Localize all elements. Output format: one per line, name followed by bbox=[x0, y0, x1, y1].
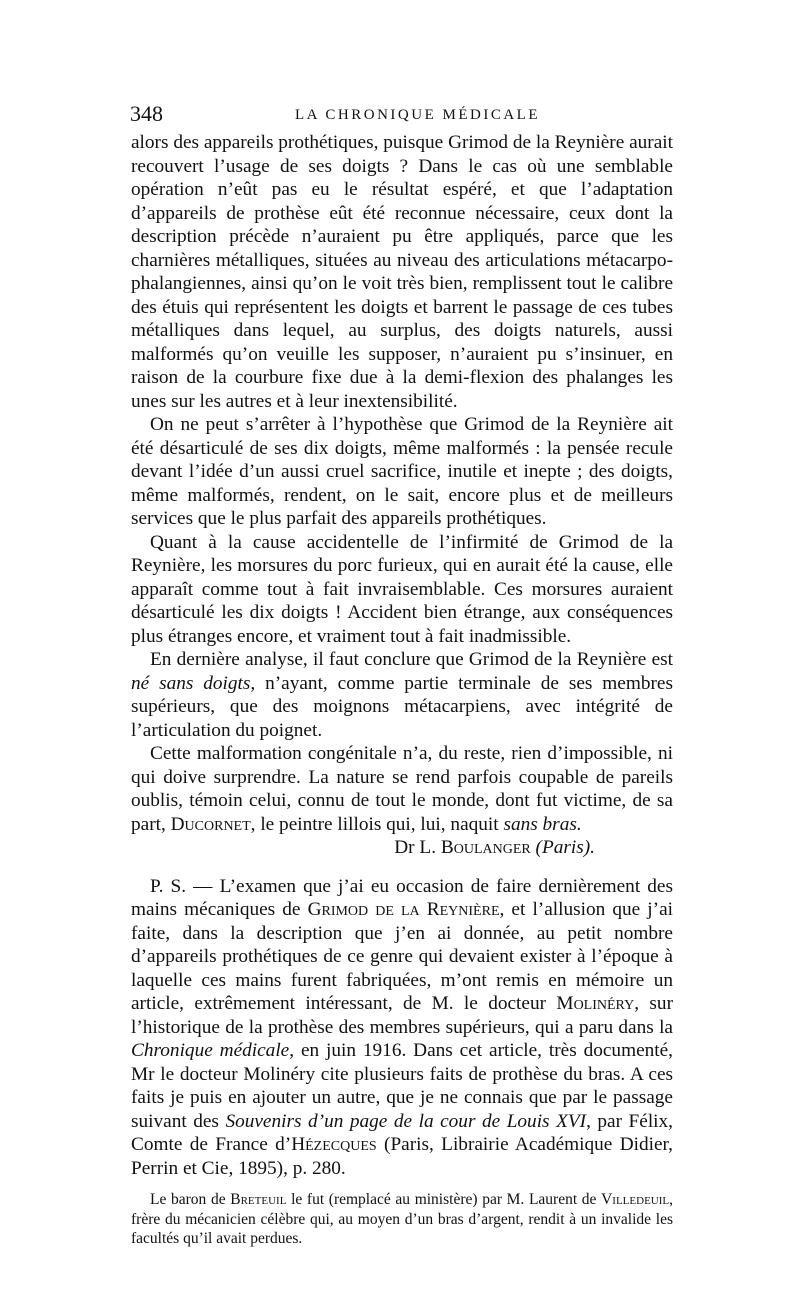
ps-text-5: (Paris, Librairie Académique Didier, Perrin et Cie, 1895), p. 280. bbox=[131, 1134, 673, 1179]
ps-text-4: , par Félix, Comte de France d’ bbox=[131, 1110, 673, 1155]
paragraph-1: alors des appareils prothétiques, puisque Grimod de la Reynière aurait recouvert l’usage de ses doigts ? Dans le cas où une semblable opération n’eût pas eu le résultat espéré, et que l’adaptation d’appareils de prothèse eût été reconnue nécessaire, ceux dont la description précède n’auraient pu être appliqués, parce que les charnières métalliques, situées au niveau des articulations métacarpo-phalangiennes, ainsi qu’on le voit très bien, remplissent tout le calibre des étuis qui représentent les doigts et barrent le passage de ces tubes métalliques dans lequel, au surplus, des doigts naturels, aussi malformés qu’on veuille les supposer, n’auraient pu s’insinuer, en raison de la courbure fixe due à la demi-flexion des phalanges les unes sur les autres et à leur inextensibilité. bbox=[131, 132, 673, 412]
article-body bbox=[131, 131, 673, 1249]
signature-initial: L. bbox=[419, 837, 437, 858]
emphasis-ne-sans-doigts: né sans doigts bbox=[131, 672, 251, 694]
author-signature bbox=[131, 836, 673, 860]
postscript-paragraph bbox=[131, 875, 673, 1181]
name-hezecques: Hézecques bbox=[291, 1134, 377, 1155]
signature-place: (Paris). bbox=[535, 837, 595, 858]
ps-text-1: , et l’allusion que j’ai faite, dans la description que j’en ai donnée, au petit nombre d’appareils prothétiques de ce genre qui devaient exister à l’époque à laquelle ces mains furent fabriquées, m’ont remis en mémoire un article, extrêmement intéressant, de M. le docteur bbox=[131, 899, 673, 1014]
book-title: Souvenirs d’un page de la cour de Louis XVI bbox=[225, 1110, 587, 1132]
name-ducornet: Ducornet bbox=[170, 813, 251, 835]
name-grimod: Grimod de la Reynière bbox=[307, 899, 500, 920]
paragraph-3: Quant à la cause accidentelle de l’infirmité de Grimod de la Reynière, les morsures du porc furieux, qui en aurait été la cause, elle apparaît comme tout à fait invraisemblable. Ces morsures auraient désarticulé les dix doigts ! Accident bien étrange, aux conséquences plus étranges encore, et vraiment tout à fait inadmissible. bbox=[131, 531, 673, 647]
paragraph-5-text-a: Cette malformation congénitale n’a, du reste, rien d’impossible, ni qui doive surprendre. La nature se rend parfois coupable de pareils oublis, témoin celui, connu de tout le monde, dont fut victime, de sa part, bbox=[131, 743, 673, 835]
footnote-text-c: , frère du mécanicien célèbre qui, au moyen d’un bras d’argent, rendit à un invalide les facultés qu’il avait perdues. bbox=[131, 1191, 673, 1247]
paragraph-4 bbox=[131, 648, 673, 742]
signature-title: Dr bbox=[394, 837, 415, 858]
journal-title: Chronique médicale bbox=[131, 1040, 290, 1061]
footnote-text-b: le fut (remplacé au ministère) par M. Laurent de bbox=[286, 1191, 602, 1208]
paragraph-5 bbox=[131, 742, 673, 836]
name-breteuil: Breteuil bbox=[230, 1191, 287, 1208]
name-molinery: Molinéry bbox=[556, 993, 635, 1014]
ps-text-2: , sur l’historique de la prothèse des membres supérieurs, qui a paru dans la bbox=[131, 993, 673, 1038]
paragraph-4-text-b: , n’ayant, comme partie terminale de ses membres supérieurs, que des moignons métacarpiens, avec intégrité de l’articulation du poignet. bbox=[131, 672, 673, 741]
paragraph-2: On ne peut s’arrêter à l’hypothèse que Grimod de la Reynière ait été désarticulé de ses dix doigts, même malformés : la pensée recule devant l’idée d’un aussi cruel sacrifice, inutile et inepte ; des doigts, même malformés, rendent, on le sait, encore plus et de meilleurs services que le plus parfait des appareils prothétiques. bbox=[131, 414, 673, 529]
paragraph-5-text-b: , le peintre lillois qui, lui, naquit bbox=[250, 813, 504, 835]
signature-name: Boulanger bbox=[440, 837, 531, 858]
page-header bbox=[130, 101, 675, 131]
running-title: LA CHRONIQUE MÉDICALE bbox=[295, 107, 540, 123]
footnote-text-a: Le baron de bbox=[150, 1191, 231, 1208]
footnote bbox=[131, 1190, 673, 1249]
emphasis-sans-bras: sans bras. bbox=[503, 813, 582, 835]
ps-text-3: , en juin 1916. Dans cet article, très documenté, Mr le docteur Molinéry cite plusieurs faits de prothèse du bras. A ces faits je puis en ajouter un autre, que je ne connais que par le passage suivant des bbox=[131, 1040, 674, 1132]
name-villedeuil: Villedeuil bbox=[601, 1191, 670, 1208]
section-spacer bbox=[131, 860, 673, 875]
page-number: 348 bbox=[130, 101, 163, 126]
paragraph-4-text-a: En dernière analyse, il faut conclure que Grimod de la Reynière est bbox=[150, 649, 673, 670]
ps-lead: P. S. — L’examen que j’ai eu occasion de faire dernièrement des mains mécaniques de bbox=[131, 875, 673, 920]
